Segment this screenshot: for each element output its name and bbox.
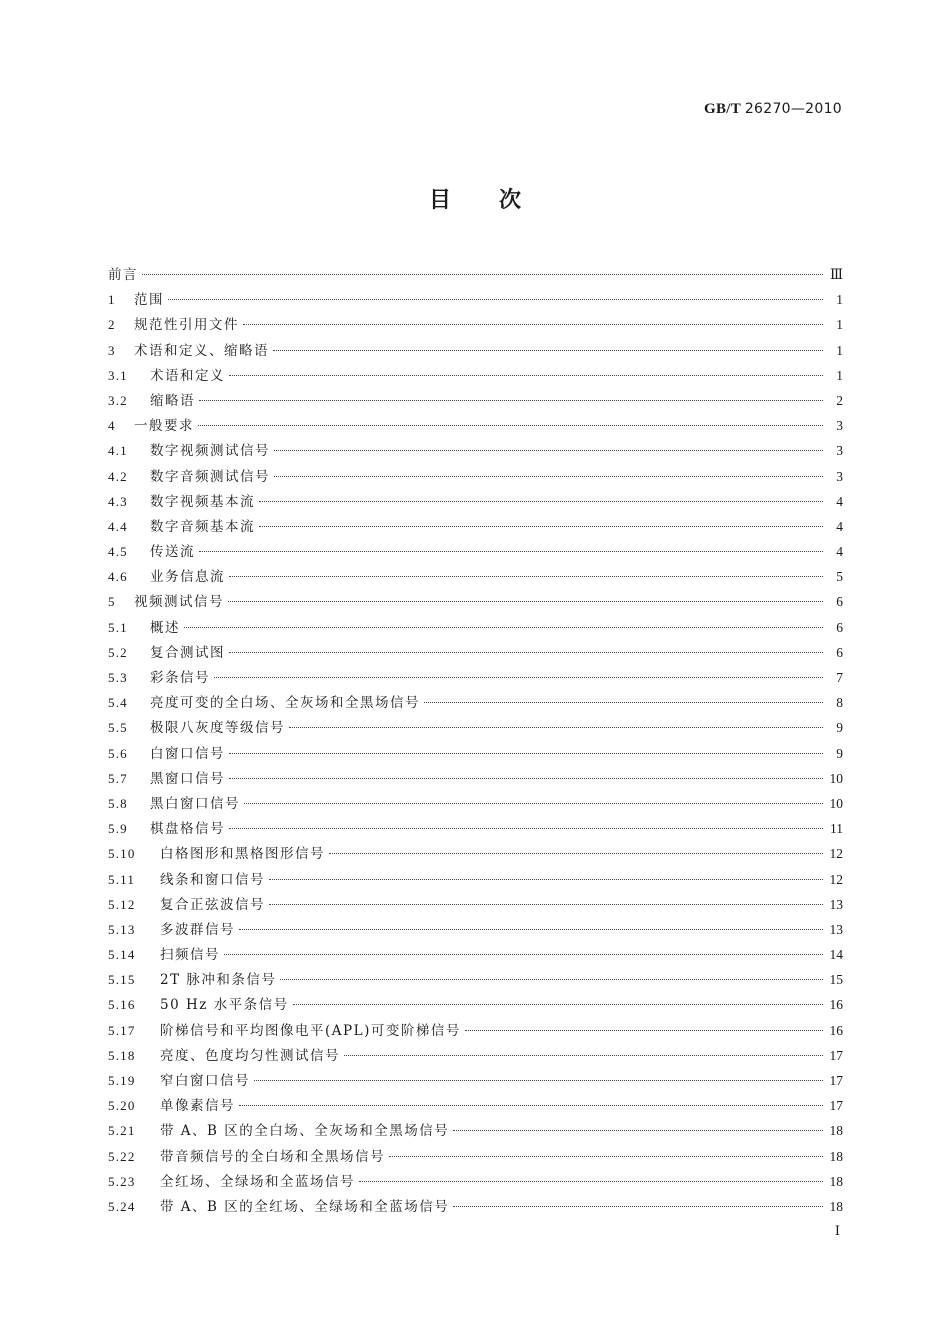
toc-entry[interactable] (108, 841, 843, 866)
toc-entry-title: 阶梯信号和平均图像电平(APL)可变阶梯信号 (160, 1022, 461, 1039)
toc-leader-dots (273, 346, 823, 351)
standard-number: 26270—2010 (744, 101, 842, 117)
toc-entry-page: 3 (836, 443, 843, 459)
toc-entry-page: 1 (836, 367, 843, 383)
toc-leader-dots (229, 371, 823, 376)
toc-entry-title: 白窗口信号 (150, 745, 225, 762)
toc-entry[interactable] (108, 690, 843, 715)
toc-leader-dots (228, 597, 823, 602)
toc-entry[interactable] (108, 1169, 843, 1194)
toc-entry-number: 5.23 (108, 1173, 136, 1189)
toc-entry-page: 14 (829, 947, 843, 963)
toc-entry-number: 5.8 (108, 795, 128, 811)
toc-entry-title: 数字音频测试信号 (150, 468, 270, 485)
toc-entry-page: 1 (836, 317, 843, 333)
toc-entry[interactable] (108, 640, 843, 665)
toc-entry[interactable] (108, 363, 843, 388)
toc-leader-dots (199, 396, 823, 401)
toc-leader-dots (214, 673, 823, 678)
toc-entry[interactable] (108, 1043, 843, 1068)
toc-entry-title: 极限八灰度等级信号 (150, 720, 285, 737)
toc-entry-number: 5.6 (108, 745, 128, 761)
toc-entry-number: 5.3 (108, 670, 128, 685)
toc-entry-number: 5.14 (108, 947, 136, 963)
toc-entry[interactable] (108, 892, 843, 917)
toc-entry[interactable] (108, 262, 843, 287)
toc-entry-title: 黑白窗口信号 (150, 795, 240, 812)
toc-entry[interactable] (108, 917, 843, 942)
toc-entry[interactable] (108, 539, 843, 564)
toc-leader-dots (199, 547, 823, 552)
toc-entry-number: 2 (108, 317, 116, 333)
toc-leader-dots (168, 295, 823, 300)
toc-entry-number: 5.17 (108, 1022, 136, 1038)
standard-code (704, 101, 842, 118)
toc-entry-number: 5.22 (108, 1148, 136, 1164)
toc-leader-dots (243, 320, 823, 325)
toc-entry-number: 3 (108, 342, 116, 358)
toc-entry[interactable] (108, 1068, 843, 1093)
toc-entry-title: 概述 (150, 619, 180, 636)
toc-entry-page: 5 (836, 569, 843, 585)
toc-entry-page: 16 (829, 997, 843, 1013)
toc-entry-number: 5 (108, 594, 116, 610)
toc-entry-page: 13 (829, 896, 843, 912)
toc-entry-title: 亮度、色度均匀性测试信号 (160, 1047, 340, 1064)
table-of-contents (108, 262, 843, 1219)
toc-entry-title: 带 A、B 区的全红场、全绿场和全蓝场信号 (160, 1198, 450, 1215)
page-title: 目次 (428, 188, 569, 213)
toc-entry-title: 规范性引用文件 (134, 317, 239, 334)
toc-entry-number: 5.7 (108, 770, 128, 786)
toc-entry-number: 5.4 (108, 695, 128, 711)
toc-entry[interactable] (108, 489, 843, 514)
toc-entry-title: 业务信息流 (150, 569, 225, 586)
toc-entry-number: 4.1 (108, 443, 128, 459)
toc-leader-dots (453, 1126, 823, 1131)
toc-entry-page: 3 (836, 468, 843, 484)
toc-entry-title: 术语和定义 (150, 367, 225, 384)
toc-entry-page: 17 (829, 1098, 843, 1114)
toc-entry-title: 数字音频基本流 (150, 518, 255, 535)
toc-entry-title: 数字视频基本流 (150, 493, 255, 510)
toc-entry-title: 带音频信号的全白场和全黑场信号 (160, 1148, 385, 1165)
toc-entry[interactable] (108, 992, 843, 1017)
toc-entry-page: 10 (829, 795, 843, 811)
toc-leader-dots (465, 1026, 823, 1031)
toc-entry-page: 13 (829, 921, 843, 937)
toc-entry[interactable] (108, 1194, 843, 1219)
toc-entry[interactable] (108, 564, 843, 589)
toc-leader-dots (229, 774, 823, 779)
toc-leader-dots (359, 1177, 823, 1182)
toc-entry[interactable] (108, 464, 843, 489)
toc-leader-dots (229, 572, 823, 577)
toc-entry-title: 棋盘格信号 (150, 821, 225, 838)
toc-entry-page: 2 (836, 392, 843, 408)
toc-entry[interactable] (108, 438, 843, 463)
toc-entry-title: 窄白窗口信号 (160, 1073, 250, 1089)
toc-entry-page: 18 (829, 1173, 843, 1189)
toc-leader-dots (244, 799, 823, 804)
toc-entry[interactable] (108, 1018, 843, 1043)
toc-entry[interactable] (108, 589, 843, 614)
toc-entry[interactable] (108, 312, 843, 337)
toc-leader-dots (142, 270, 823, 275)
toc-entry[interactable] (108, 766, 843, 791)
toc-entry-page: 4 (836, 518, 843, 534)
toc-entry-page: 6 (836, 594, 843, 610)
toc-entry-page: 15 (829, 972, 843, 988)
toc-leader-dots (269, 900, 823, 905)
toc-leader-dots (344, 1051, 823, 1056)
toc-entry[interactable] (108, 741, 843, 766)
toc-entry-title: 复合正弦波信号 (160, 896, 265, 913)
toc-entry-number: 3.2 (108, 392, 128, 408)
toc-entry-page: 18 (829, 1198, 843, 1214)
toc-entry-page: 16 (829, 1022, 843, 1038)
toc-entry-title: 术语和定义、缩略语 (134, 342, 269, 359)
toc-entry-page: 1 (836, 342, 843, 358)
toc-entry[interactable] (108, 615, 843, 640)
toc-entry-number: 4.3 (108, 493, 128, 509)
toc-entry[interactable] (108, 388, 843, 413)
toc-entry-number: 4.4 (108, 518, 128, 534)
toc-entry-number: 5.19 (108, 1073, 136, 1088)
toc-leader-dots (329, 849, 823, 854)
toc-entry[interactable] (108, 665, 843, 690)
toc-entry-page: 6 (836, 644, 843, 660)
toc-entry-title: 范围 (134, 292, 164, 309)
toc-entry[interactable] (108, 967, 843, 992)
toc-entry-title: 白格图形和黑格图形信号 (160, 846, 325, 863)
toc-leader-dots (293, 1000, 823, 1005)
toc-entry-page: 1 (836, 292, 843, 308)
toc-entry-number: 5.12 (108, 896, 136, 912)
toc-entry-page: 8 (836, 695, 843, 711)
toc-leader-dots (229, 824, 823, 829)
toc-entry[interactable] (108, 287, 843, 312)
toc-entry-title: 全红场、全绿场和全蓝场信号 (160, 1173, 355, 1190)
toc-entry-title: 多波群信号 (160, 921, 235, 938)
toc-entry-number: 5.15 (108, 972, 136, 988)
toc-entry[interactable] (108, 791, 843, 816)
toc-leader-dots (259, 522, 823, 527)
toc-entry-title: 前言 (108, 267, 138, 283)
toc-entry-page: 18 (829, 1123, 843, 1139)
toc-leader-dots (229, 749, 823, 754)
toc-entry-number: 4.2 (108, 468, 128, 484)
toc-entry-number: 5.24 (108, 1198, 136, 1214)
toc-entry-page: 9 (836, 745, 843, 761)
toc-entry-title: 传送流 (150, 544, 195, 561)
toc-leader-dots (229, 648, 823, 653)
toc-entry-title: 缩略语 (150, 392, 195, 409)
toc-entry-title: 复合测试图 (150, 644, 225, 661)
toc-entry-title: 线条和窗口信号 (160, 871, 265, 888)
toc-leader-dots (274, 446, 823, 451)
toc-entry-number: 3.1 (108, 367, 128, 383)
toc-entry-page: 12 (829, 846, 843, 862)
toc-entry-number: 5.11 (108, 871, 136, 887)
toc-entry-title: 带 A、B 区的全白场、全灰场和全黑场信号 (160, 1123, 450, 1140)
toc-entry-title: 扫频信号 (160, 947, 220, 964)
toc-entry-page: 9 (836, 720, 843, 736)
toc-entry-page: 11 (830, 821, 843, 837)
toc-leader-dots (239, 925, 823, 930)
toc-entry-number: 5.10 (108, 846, 136, 862)
toc-leader-dots (198, 421, 823, 426)
toc-entry-title: 2T 脉冲和条信号 (160, 972, 277, 989)
toc-entry-page: Ⅲ (829, 267, 843, 282)
toc-entry[interactable] (108, 942, 843, 967)
toc-leader-dots (280, 975, 823, 980)
toc-leader-dots (269, 875, 823, 880)
toc-entry-title: 视频测试信号 (134, 594, 224, 611)
toc-entry[interactable] (108, 1118, 843, 1143)
toc-entry-page: 17 (829, 1073, 843, 1088)
toc-entry-page: 18 (829, 1148, 843, 1164)
toc-entry[interactable] (108, 1093, 843, 1118)
toc-leader-dots (239, 1101, 823, 1106)
toc-entry-number: 1 (108, 292, 116, 308)
toc-entry-title: 一般要求 (134, 418, 194, 435)
toc-entry-page: 4 (836, 544, 843, 560)
toc-entry-number: 5.1 (108, 619, 128, 635)
toc-entry-number: 4.6 (108, 569, 128, 585)
toc-entry-number: 5.20 (108, 1098, 136, 1114)
toc-leader-dots (389, 1152, 823, 1157)
toc-entry-number: 4.5 (108, 544, 128, 560)
toc-entry-title: 彩条信号 (150, 670, 210, 686)
toc-entry-page: 10 (829, 770, 843, 786)
toc-leader-dots (289, 723, 823, 728)
toc-leader-dots (254, 1076, 823, 1081)
toc-entry-number: 5.2 (108, 644, 128, 660)
toc-entry-number: 5.16 (108, 997, 136, 1013)
toc-entry-number: 4 (108, 418, 116, 434)
toc-entry-page: 6 (836, 619, 843, 635)
toc-entry[interactable] (108, 413, 843, 438)
toc-entry-number: 5.5 (108, 720, 128, 736)
toc-entry[interactable] (108, 715, 843, 740)
toc-leader-dots (424, 698, 823, 703)
toc-entry-title: 50 Hz 水平条信号 (160, 997, 289, 1014)
toc-entry[interactable] (108, 816, 843, 841)
toc-leader-dots (224, 950, 823, 955)
standard-prefix: GB/T (703, 101, 741, 117)
toc-leader-dots (274, 472, 823, 477)
toc-entry-page: 12 (829, 871, 843, 887)
toc-entry-title: 单像素信号 (160, 1098, 235, 1115)
toc-entry-page: 7 (836, 670, 843, 685)
footer-page-number: Ⅰ (834, 1223, 840, 1238)
toc-entry-number: 5.18 (108, 1047, 136, 1063)
toc-entry-page: 3 (836, 418, 843, 434)
toc-entry[interactable] (108, 338, 843, 363)
toc-entry[interactable] (108, 514, 843, 539)
toc-entry-title: 黑窗口信号 (150, 770, 225, 787)
toc-entry-page: 4 (836, 493, 843, 509)
toc-entry[interactable] (108, 1144, 843, 1169)
toc-entry-number: 5.21 (108, 1123, 136, 1139)
toc-entry-number: 5.9 (108, 821, 128, 837)
toc-entry[interactable] (108, 867, 843, 892)
toc-leader-dots (259, 497, 823, 502)
toc-leader-dots (184, 623, 823, 628)
toc-entry-page: 17 (829, 1047, 843, 1063)
toc-entry-title: 亮度可变的全白场、全灰场和全黑场信号 (150, 695, 420, 712)
toc-leader-dots (453, 1202, 823, 1207)
toc-entry-title: 数字视频测试信号 (150, 443, 270, 460)
toc-entry-number: 5.13 (108, 921, 136, 937)
